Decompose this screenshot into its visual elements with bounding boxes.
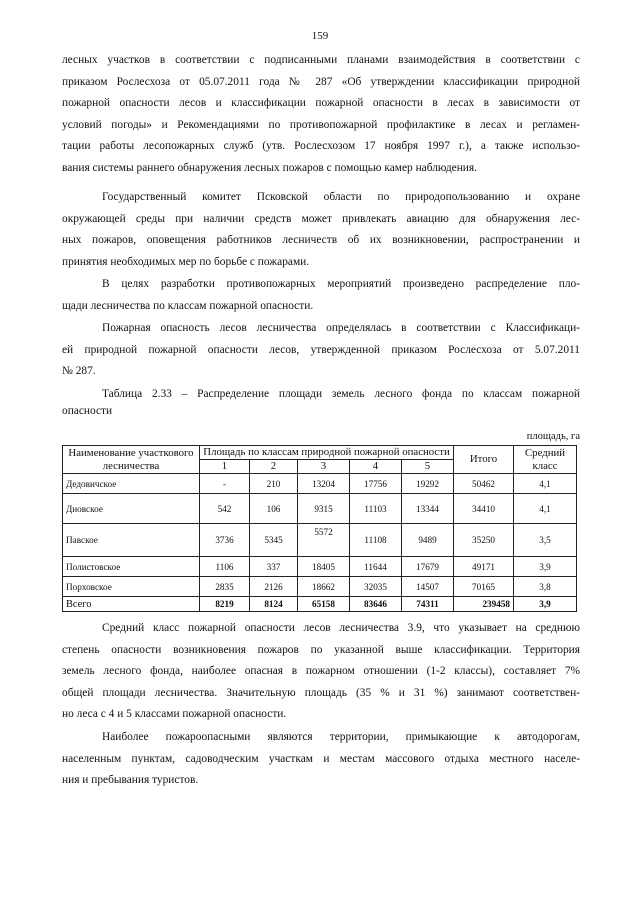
- cell-c2: 337: [250, 557, 298, 577]
- text-line: земель лесного фонда, наиболее опасная в пожарном отношении (1-2 классы), составляет 7%: [62, 665, 580, 677]
- table-caption: [62, 384, 580, 422]
- cell-c1: 1106: [200, 557, 250, 577]
- header-avg-class: Средний класс: [514, 446, 577, 474]
- cell-name: Дедовичское: [63, 474, 200, 494]
- cell-name: Дновское: [63, 494, 200, 524]
- cell-c3: 5572: [298, 524, 350, 557]
- text-line: степень опасности возникновения пожаров по указанной выше классификации. Территория: [62, 643, 580, 656]
- paragraph-5: [62, 618, 580, 726]
- cell-avg: 4,1: [514, 474, 577, 494]
- cell-total: 35250: [454, 524, 514, 557]
- table-row: [63, 557, 577, 577]
- cell-c4: 83646: [350, 597, 402, 612]
- cell-avg: 3,8: [514, 577, 577, 597]
- cell-c3: 18405: [298, 557, 350, 577]
- header-area-group: Площадь по классам природной пожарной опасности: [200, 446, 454, 460]
- text-line: тации работы лесопожарных служб (утв. Рослесхозом 17 ноября 1997 г.), а также использо-: [62, 140, 580, 152]
- header-class-5: 5: [402, 460, 454, 474]
- text-line: населенным пунктам, садоводческим участкам и местам массового отдыха местного населе-: [62, 752, 580, 765]
- cell-c3: 18662: [298, 577, 350, 597]
- cell-c4: 32035: [350, 577, 402, 597]
- cell-name: Порховское: [63, 577, 200, 597]
- cell-c3: 65158: [298, 597, 350, 612]
- cell-c5: 9489: [402, 524, 454, 557]
- cell-c5: 13344: [402, 494, 454, 524]
- text-line: окружающей среды при наличии средств может привлекать авиацию для обнаружения лес-: [62, 212, 580, 225]
- cell-total: 239458: [454, 597, 514, 612]
- cell-c5: 14507: [402, 577, 454, 597]
- header-total: Итого: [454, 446, 514, 474]
- cell-c1: 3736: [200, 524, 250, 557]
- text-line: Средний класс пожарной опасности лесов лесничества 3.9, что указывает на среднюю: [102, 622, 580, 634]
- cell-c3: 9315: [298, 494, 350, 524]
- cell-total: 49171: [454, 557, 514, 577]
- text-line: но леса с 4 и 5 классами пожарной опасности.: [62, 708, 287, 720]
- cell-c2: 8124: [250, 597, 298, 612]
- cell-total: 50462: [454, 474, 514, 494]
- header-class-2: 2: [250, 460, 298, 474]
- table-row: [63, 494, 577, 524]
- cell-c3: 13204: [298, 474, 350, 494]
- text-line: Пожарная опасность лесов лесничества определялась в соответствии с Классификаци-: [102, 322, 580, 334]
- header-class-4: 4: [350, 460, 402, 474]
- cell-name: Всего: [63, 597, 200, 612]
- cell-c5: 17679: [402, 557, 454, 577]
- text-line: ния и пребывания туристов.: [62, 774, 199, 786]
- cell-c4: 11644: [350, 557, 402, 577]
- text-line: В целях разработки противопожарных мероприятий произведено распределение пло-: [102, 278, 580, 290]
- text-line: принятия необходимых мер по борьбе с пожарами.: [62, 255, 310, 268]
- header-class-1: 1: [200, 460, 250, 474]
- table-row: [63, 577, 577, 597]
- text-line: приказом Рослесхоза от 05.07.2011 года № 287 «Об утверждении классификации природной: [62, 75, 580, 88]
- header-class-3: 3: [298, 460, 350, 474]
- fire-hazard-table: [62, 445, 577, 612]
- cell-c2: 106: [250, 494, 298, 524]
- text-line: вания системы раннего обнаружения лесных пожаров с помощью камер наблюдения.: [62, 161, 477, 174]
- cell-name: Полистовское: [63, 557, 200, 577]
- text-line: ных пожаров, оповещения работников лесничеств об их возникновении, распространении и: [62, 234, 580, 246]
- table-row: [63, 524, 577, 557]
- cell-name: Павское: [63, 524, 200, 557]
- cell-c4: 11108: [350, 524, 402, 557]
- paragraph-4: [62, 318, 580, 383]
- paragraph-2: [62, 187, 580, 273]
- cell-avg: 3,9: [514, 597, 577, 612]
- text-line: лесных участков в соответствии с подписанными планами взаимодействия в соответствии с: [62, 54, 580, 66]
- text-line: общей площади лесничества. Значительную площадь (35 % и 31 %) занимают соответствен-: [62, 686, 580, 699]
- header-name: Наименование участкового лесничества: [63, 446, 200, 474]
- text-line: Государственный комитет Псковской области по природопользованию и охране: [102, 191, 580, 203]
- cell-c2: 2126: [250, 577, 298, 597]
- table-row: [63, 474, 577, 494]
- cell-avg: 4,1: [514, 494, 577, 524]
- cell-total: 70165: [454, 577, 514, 597]
- cell-c1: -: [200, 474, 250, 494]
- cell-c2: 210: [250, 474, 298, 494]
- paragraph-6: [62, 727, 580, 792]
- paragraph-1: [62, 50, 580, 179]
- paragraph-3: [62, 274, 580, 317]
- cell-c2: 5345: [250, 524, 298, 557]
- table-unit: площадь, га: [526, 431, 580, 442]
- caption-line: Таблица 2.33 – Распределение площади земель лесного фонда по классам пожарной: [102, 388, 580, 400]
- caption-line: опасности: [62, 404, 113, 417]
- text-line: условий погоды» и Рекомендациями по противопожарной профилактике в лесах и регламен-: [62, 118, 580, 131]
- cell-c5: 74311: [402, 597, 454, 612]
- cell-avg: 3,5: [514, 524, 577, 557]
- cell-avg: 3,9: [514, 557, 577, 577]
- cell-c5: 19292: [402, 474, 454, 494]
- cell-total: 34410: [454, 494, 514, 524]
- text-line: щади лесничества по классам пожарной опасности.: [62, 299, 314, 312]
- text-line: ей природной пожарной опасности лесов, утвержденной приказом Рослесхоза от 5.07.2011: [62, 343, 580, 356]
- cell-c1: 8219: [200, 597, 250, 612]
- table-total-row: [63, 597, 577, 612]
- text-line: пожарной опасности лесов и классификации пожарной опасности в лесах в зависимости от: [62, 97, 580, 109]
- cell-c1: 542: [200, 494, 250, 524]
- cell-c4: 11103: [350, 494, 402, 524]
- text-line: № 287.: [62, 365, 96, 377]
- text-line: Наиболее пожароопасными являются территории, примыкающие к автодорогам,: [102, 731, 580, 743]
- cell-c1: 2835: [200, 577, 250, 597]
- page-number: 159: [311, 30, 329, 42]
- cell-c4: 17756: [350, 474, 402, 494]
